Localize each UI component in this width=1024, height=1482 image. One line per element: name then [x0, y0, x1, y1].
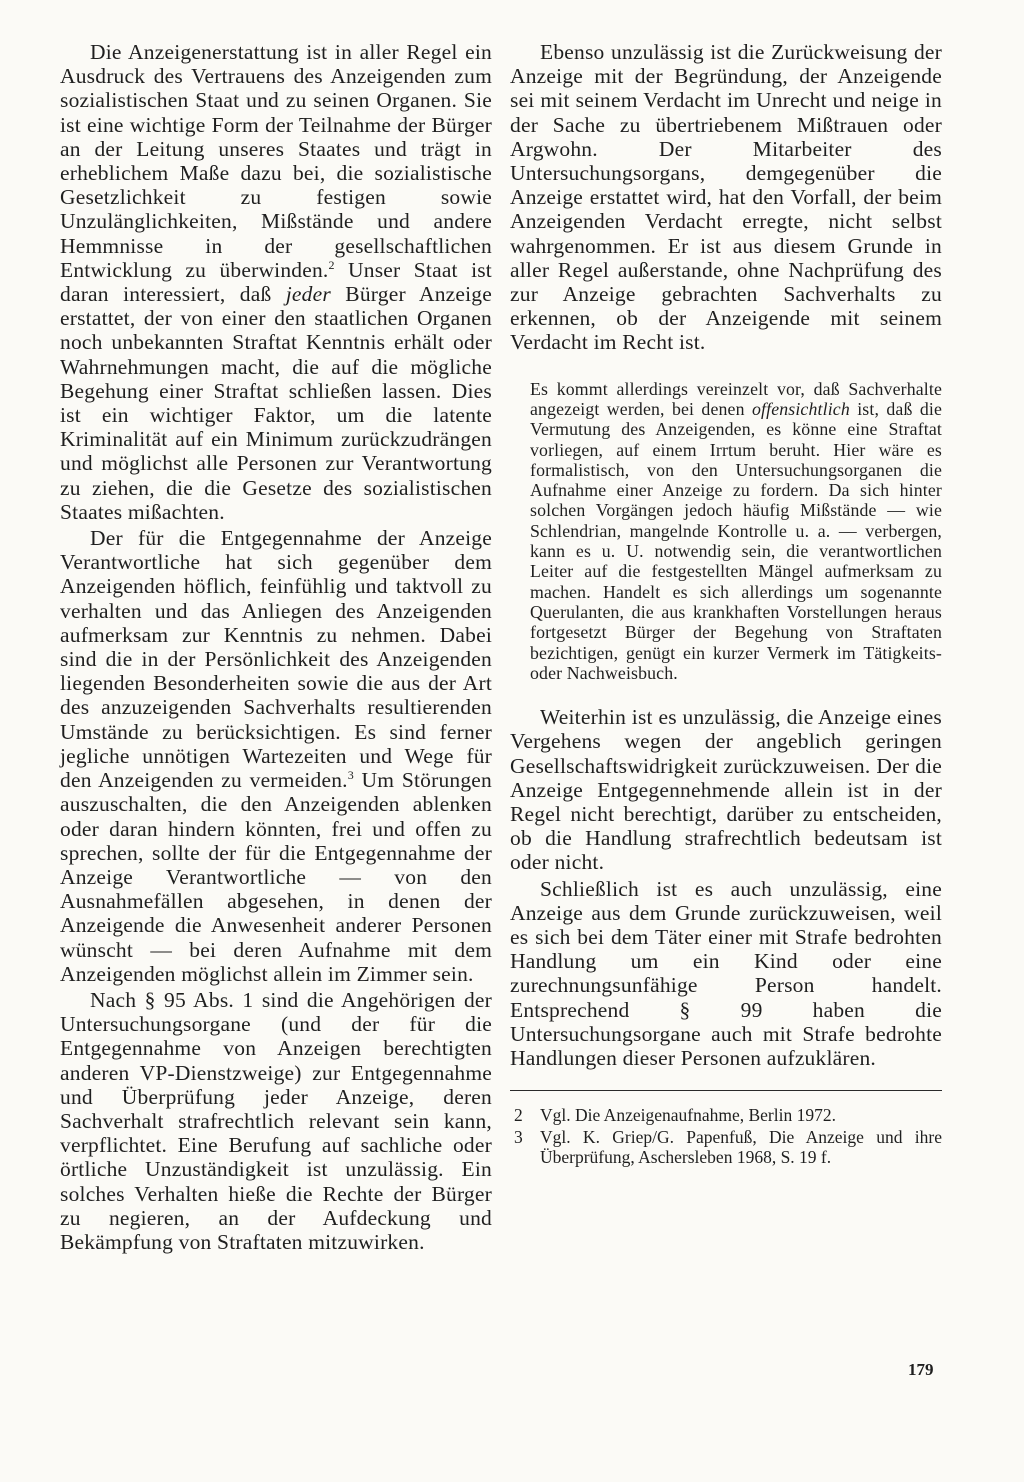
paragraph-text: Es kommt allerdings vereinzelt vor, daß Sachverhalte angezeigt werden, bei denen: [530, 378, 942, 419]
footnote-divider: [510, 1090, 942, 1091]
footnote: [510, 1105, 942, 1125]
paragraph: Ebenso unzulässig ist die Zurückweisung der Anzeige mit der Begründung, der Anzeigende sei mit seinem Verdacht im Unrecht und neige in der Sache zu übertriebenem Mißtrauen oder Argwohn. Der Mitarbeiter des Untersuchungsorgans, demgegenüber die Anzeige erstattet wird, hat den Vorfall, der beim Anzeigenden Verdacht erregte, nicht selbst wahrgenommen. Er ist aus diesem Grunde in aller Regel außerstande, ohne Nachprüfung des zur Anzeige gebrachten Sachverhalts zu erkennen, ob der Anzeigende mit seinem Verdacht im Recht ist.: [510, 40, 942, 355]
paragraph-text: ist, daß die Vermutung des Anzeigenden, es könne eine Straftat vorliegen, auf einem Irrtum beruht. Hier wäre es formalistisch, von den Untersuchungsorganen die Aufnahme einer Anzeige zu fordern. Da sich hinter solchen Vorgängen jedoch häufig Mißstände — wie Schlendrian, mangelnde Kontrolle u. a. — verbergen, kann es u. U. notwendig sein, die verantwortlichen Leiter auf die festgestellten Mängel aufmerksam zu machen. Handelt es sich allerdings um sogenannte Querulanten, die aus krankhaften Vorstellungen heraus fortgesetzt Bürger der Begehung von Straftaten bezichtigen, genügt ein kurzer Vermerk im Tätigkeits- oder Nachweisbuch.: [530, 398, 942, 683]
page-number: 179: [908, 1360, 934, 1379]
paragraph-text: Der für die Entgegennahme der Anzeige Verantwortliche hat sich gegenüber dem Anzeigenden höflich, feinfühlig und taktvoll zu verhalten und das Anliegen des Anzeigenden aufmerksam zur Kenntnis zu nehmen. Dabei sind die in der Persönlichkeit des Anzeigenden liegenden Besonderheiten sowie die aus der Art des anzuzeigenden Sachverhalts resultierenden Umstände zu berücksichtigen. Es sind ferner jegliche unnötigen Wartezeiten und Wege für den Anzeigenden zu vermeiden.: [60, 526, 492, 793]
emphasis-text: offensichtlich: [751, 398, 850, 419]
footnote-number: 3: [514, 1127, 523, 1148]
footnote-ref: 2: [328, 257, 335, 272]
footnote-text: Vgl. Die Anzeigenaufnahme, Berlin 1972.: [540, 1105, 836, 1126]
paragraph: [60, 526, 492, 986]
paragraph: Schließlich ist es auch unzulässig, eine Anzeige aus dem Grunde zurückzuweisen, weil es sich bei dem Täter einer mit Strafe bedrohten Handlung um ein Kind oder eine zurechnungsunfähige Person handelt. Entsprechend § 99 haben die Untersuchungsorgane auch mit Strafe bedrohte Handlungen dieser Personen aufzuklären.: [510, 876, 942, 1070]
footnote-number: 2: [514, 1105, 523, 1126]
paragraph-text: Um Störungen auszuschalten, die den Anzeigenden ablenken oder daran hindern könnten, frei und offen zu sprechen, sollte der für die Entgegennahme der Anzeige Verantwortliche — von den Ausnahmefällen abgesehen, in denen der Anzeigende die Anwesenheit anderer Personen wünscht — bei deren Aufnahme mit dem Anzeigenden möglichst allein im Zimmer sein.: [60, 768, 493, 986]
small-paragraph: [530, 379, 942, 683]
paragraph: [60, 40, 492, 524]
paragraph: Nach § 95 Abs. 1 sind die Angehörigen der Untersuchungsorgane (und der für die Entgegennahme von Anzeigen berechtigten anderen VP-Dienstzweige) zur Entgegennahme und Überprüfung jeder Anzeige, deren Sachverhalt strafrechtlich relevant sein kann, verpflichtet. Eine Berufung auf sachliche oder örtliche Unzuständigkeit ist unzulässig. Ein solches Verhalten hieße die Rechte der Bürger zu negieren, an der Aufdeckung und Bekämpfung von Straftaten mitzuwirken.: [60, 987, 492, 1254]
footnote-text: Vgl. K. Griep/G. Papenfuß, Die Anzeige und ihre Überprüfung, Aschersleben 1968, S. 19 f.: [540, 1127, 942, 1168]
footnote: [510, 1127, 942, 1167]
paragraph-text: Die Anzeigenerstattung ist in aller Regel ein Ausdruck des Vertrauens des Anzeigenden zum sozialistischen Staat und zu seinen Organen. Sie ist eine wichtige Form der Teilnahme der Bürger an der Leitung unseres Staates und trägt in erheblichem Maße dazu bei, die sozialistische Gesetzlichkeit zu festigen sowie Unzulänglichkeiten, Mißstände und andere Hemmnisse in der gesellschaftlichen Entwicklung zu überwinden.: [60, 40, 492, 282]
left-column: [60, 40, 492, 1254]
paragraph: Weiterhin ist es unzulässig, die Anzeige eines Vergehens wegen der angeblich geringen Gesellschaftswidrigkeit zurückzuweisen. Der die Anzeige Entgegennehmende allein ist in der Regel nicht berechtigt, darüber zu entscheiden, ob die Handlung strafrechtlich bedeutsam ist oder nicht.: [510, 705, 942, 875]
right-column: [510, 40, 942, 1169]
paragraph-text: Unser Staat ist daran interessiert, daß: [60, 257, 492, 307]
emphasis-text: jeder: [285, 282, 331, 307]
paragraph-text: Bürger Anzeige erstattet, der von einer den staatlichen Organen noch unbekannten Straftat Kenntnis erhält oder Wahrnehmungen macht, die auf die mögliche Begehung einer Straftat schließen lassen. Dies ist ein wichtiger Faktor, um die latente Kriminalität auf ein Minimum zurückzudrängen und möglichst alle Personen zur Verantwortung zu ziehen, die die Gesetze des sozialistischen Staates mißachten.: [60, 282, 492, 524]
footnote-ref: 3: [347, 768, 354, 783]
small-print-block: [530, 379, 942, 683]
